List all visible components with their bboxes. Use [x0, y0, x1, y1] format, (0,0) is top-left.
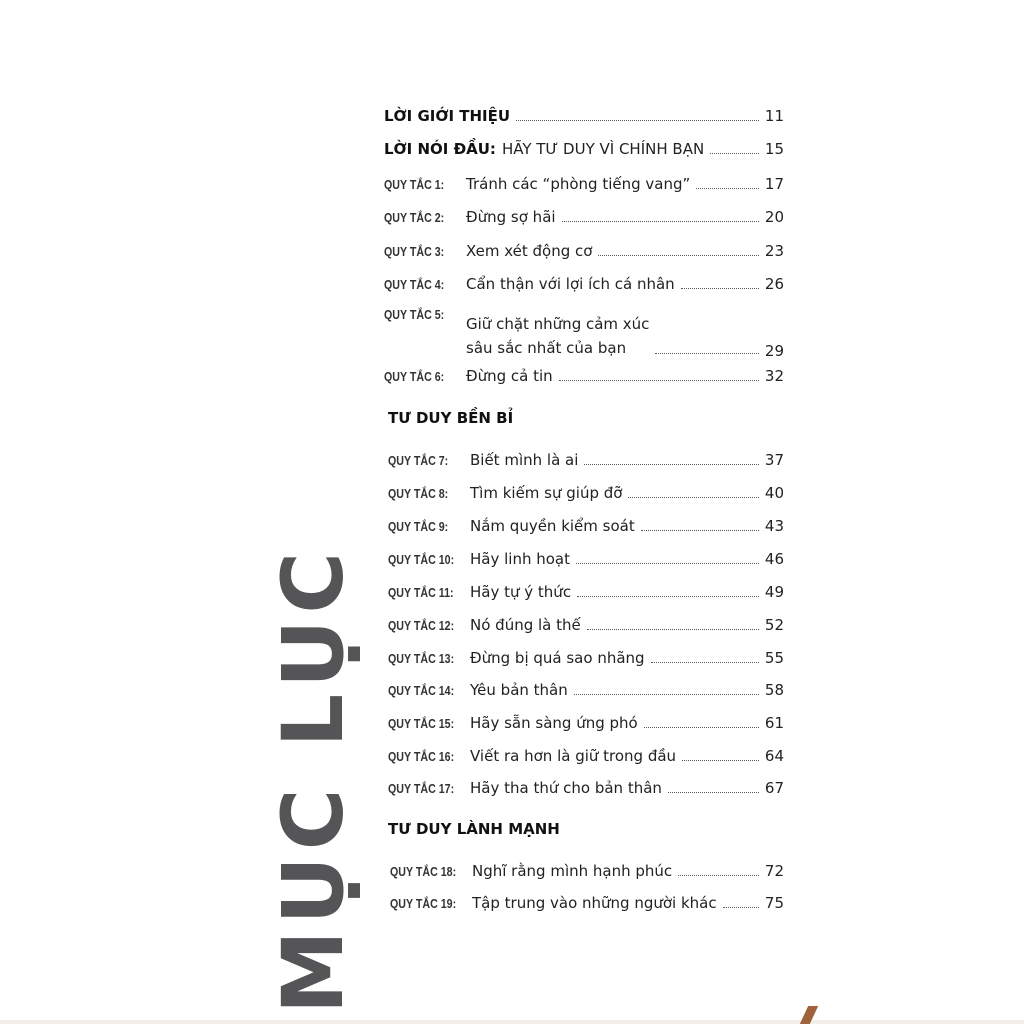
- page-number: 37: [764, 451, 784, 469]
- page-number: 17: [764, 175, 784, 193]
- rule-label: QUY TẮC 14:: [388, 682, 455, 698]
- entry-title: Nó đúng là thế: [470, 616, 581, 634]
- entry-title: Đừng bị quá sao nhãng: [470, 649, 645, 667]
- page-number: 26: [764, 275, 784, 293]
- entry-title: Giữ chặt những cảm xúc: [466, 315, 650, 333]
- dot-leader: [516, 120, 759, 121]
- entry-title: Hãy tự ý thức: [470, 583, 572, 601]
- entry-title: Hãy linh hoạt: [470, 550, 570, 568]
- dot-leader: [723, 907, 759, 908]
- dot-leader: [644, 727, 759, 728]
- entry-title: Tránh các “phòng tiếng vang”: [466, 175, 691, 193]
- page-number: 20: [764, 208, 784, 226]
- toc-entry-rule-10[interactable]: [388, 547, 784, 571]
- rule-label: QUY TẮC 4:: [384, 276, 445, 292]
- entry-title: Hãy sẵn sàng ứng phó: [470, 714, 638, 732]
- rule-label: QUY TẮC 8:: [388, 485, 449, 501]
- dot-leader: [668, 792, 759, 793]
- dot-leader: [559, 380, 759, 381]
- rule-label: QUY TẮC 9:: [388, 518, 449, 534]
- page-number: 23: [764, 242, 784, 260]
- toc-entry-rule-5[interactable]: [384, 304, 784, 360]
- section-heading: TƯ DUY BỀN BỈ: [388, 409, 514, 427]
- side-title-text: MỤC LỤC: [264, 545, 362, 1015]
- dot-leader: [574, 694, 759, 695]
- page-number: 49: [764, 583, 784, 601]
- section-heading: TƯ DUY LÀNH MẠNH: [388, 820, 560, 838]
- toc-entry-rule-17[interactable]: [388, 776, 784, 800]
- dot-leader: [682, 760, 759, 761]
- toc-entry-rule-11[interactable]: [388, 580, 784, 604]
- dot-leader: [584, 464, 759, 465]
- toc-entry-rule-19[interactable]: [390, 891, 784, 915]
- page-number: 67: [764, 779, 784, 797]
- dot-leader: [655, 353, 758, 354]
- toc-entry-rule-8[interactable]: [388, 481, 784, 505]
- rule-label: QUY TẮC 17:: [388, 780, 455, 796]
- entry-title: Tìm kiếm sự giúp đỡ: [470, 484, 623, 502]
- entry-title: Tập trung vào những người khác: [472, 894, 717, 912]
- dot-leader: [641, 530, 759, 531]
- dot-leader: [562, 221, 759, 222]
- entry-heading: LỜI GIỚI THIỆU: [384, 107, 511, 125]
- toc-entry-rule-18[interactable]: [390, 859, 784, 883]
- toc-entry-rule-12[interactable]: [388, 613, 784, 637]
- toc-entry-rule-4[interactable]: [384, 272, 784, 296]
- entry-title: Viết ra hơn là giữ trong đầu: [470, 747, 677, 765]
- dot-leader: [696, 188, 759, 189]
- page-number: 52: [764, 616, 784, 634]
- toc-entry-rule-16[interactable]: [388, 744, 784, 768]
- rule-label: QUY TẮC 16:: [388, 748, 455, 764]
- page-number: 43: [764, 517, 784, 535]
- page-number: 55: [764, 649, 784, 667]
- dot-leader: [681, 288, 759, 289]
- toc-entry-rule-13[interactable]: [388, 646, 784, 670]
- toc-entry-preface[interactable]: [384, 137, 784, 161]
- entry-title: Nghĩ rằng mình hạnh phúc: [472, 862, 673, 880]
- rule-label: QUY TẮC 6:: [384, 368, 445, 384]
- rule-label: QUY TẮC 12:: [388, 617, 455, 633]
- page-number: 75: [764, 894, 784, 912]
- rule-label: QUY TẮC 19:: [390, 895, 457, 911]
- entry-title: Yêu bản thân: [470, 681, 568, 699]
- dot-leader: [678, 875, 759, 876]
- page-number: 46: [764, 550, 784, 568]
- toc-entry-introduction[interactable]: [384, 104, 784, 128]
- page-number: 29: [764, 342, 784, 360]
- page-bottom-edge: [0, 1020, 1024, 1024]
- page-number: 32: [764, 367, 784, 385]
- page-number: 72: [764, 862, 784, 880]
- entry-title: Biết mình là ai: [470, 451, 579, 469]
- rule-label: QUY TẮC 1:: [384, 176, 445, 192]
- toc-entry-rule-7[interactable]: [388, 448, 784, 472]
- rule-label: QUY TẮC 5:: [384, 307, 445, 322]
- entry-title: Hãy tha thứ cho bản thân: [470, 779, 662, 797]
- toc-entry-rule-1[interactable]: [384, 172, 784, 196]
- dot-leader: [651, 662, 759, 663]
- page-number: 61: [764, 714, 784, 732]
- toc-entry-rule-9[interactable]: [388, 514, 784, 538]
- entry-title: Xem xét động cơ: [466, 242, 593, 260]
- toc-entry-rule-3[interactable]: [384, 239, 784, 263]
- dot-leader: [628, 497, 758, 498]
- entry-title-block: [466, 312, 649, 360]
- entry-heading: LỜI NÓI ĐẦU:: [384, 140, 496, 158]
- rule-label: QUY TẮC 10:: [388, 551, 455, 567]
- dot-leader: [710, 153, 759, 154]
- toc-entry-rule-6[interactable]: [384, 364, 784, 388]
- rule-label: QUY TẮC 2:: [384, 209, 445, 225]
- rule-label: QUY TẮC 3:: [384, 243, 445, 259]
- entry-title: Nắm quyền kiểm soát: [470, 517, 635, 535]
- entry-title: Đừng sợ hãi: [466, 208, 556, 226]
- rule-label: QUY TẮC 18:: [390, 863, 457, 879]
- entry-subtitle: HÃY TƯ DUY VÌ CHÍNH BẠN: [501, 140, 705, 158]
- entry-title-line2: sâu sắc nhất của bạn: [466, 339, 627, 357]
- rule-label: QUY TẮC 7:: [388, 452, 449, 468]
- page-number: 58: [764, 681, 784, 699]
- rule-label: QUY TẮC 15:: [388, 715, 455, 731]
- rule-label: QUY TẮC 11:: [388, 584, 454, 600]
- dot-leader: [598, 255, 758, 256]
- side-title: [264, 545, 362, 1015]
- page-number: 40: [764, 484, 784, 502]
- entry-title: Cẩn thận với lợi ích cá nhân: [466, 275, 675, 293]
- page-number: 64: [764, 747, 784, 765]
- page-number: 11: [764, 107, 784, 125]
- dot-leader: [576, 563, 759, 564]
- dot-leader: [587, 629, 759, 630]
- entry-title: Đừng cả tin: [466, 367, 553, 385]
- toc-entry-rule-15[interactable]: [388, 711, 784, 735]
- toc-entry-rule-2[interactable]: [384, 205, 784, 229]
- toc-entry-rule-14[interactable]: [388, 678, 784, 702]
- rule-label: QUY TẮC 13:: [388, 650, 455, 666]
- page-number: 15: [764, 140, 784, 158]
- dot-leader: [577, 596, 759, 597]
